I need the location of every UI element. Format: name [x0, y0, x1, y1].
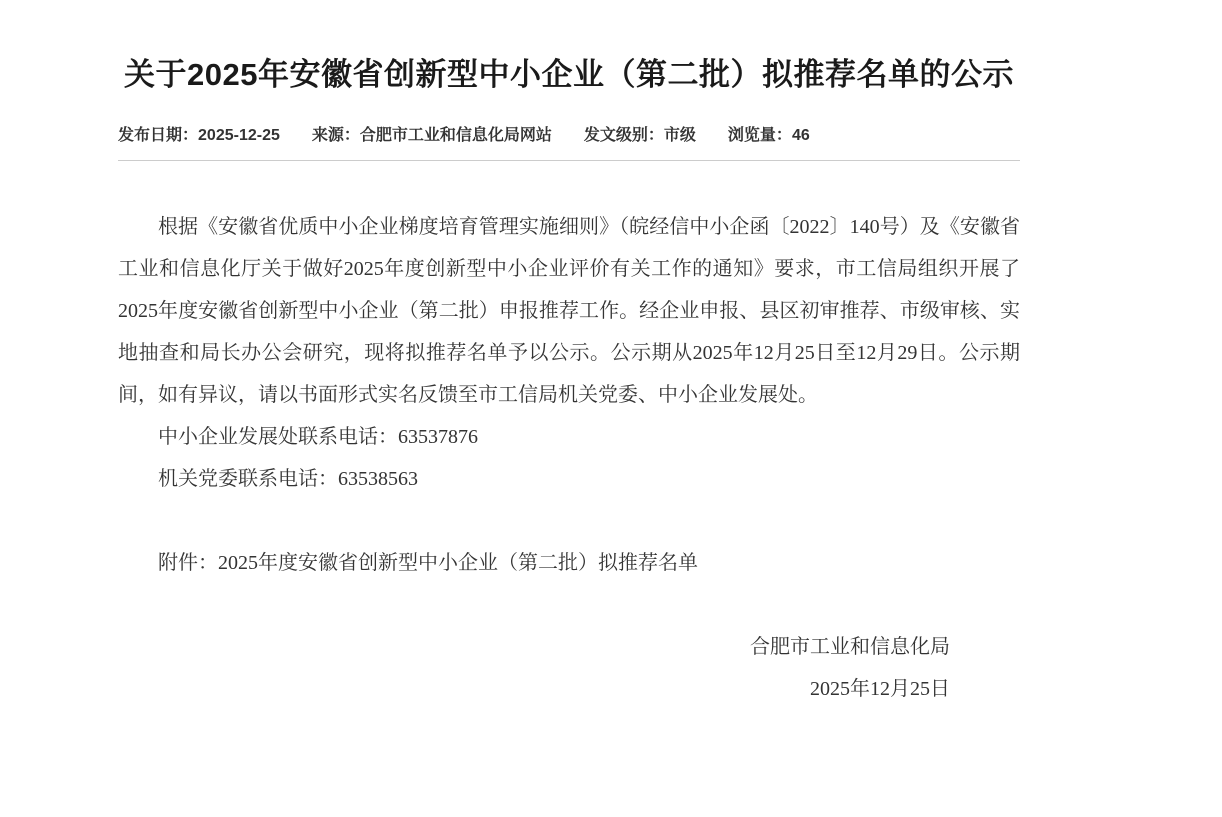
view-count-item	[728, 126, 810, 146]
signature-block	[118, 626, 1020, 710]
announcement-body	[118, 206, 1020, 710]
source-label: 来源：	[311, 127, 360, 144]
attachment-line: 附件：2025年度安徽省创新型中小企业（第二批）拟推荐名单	[158, 552, 698, 574]
content-container	[118, 46, 1020, 710]
body-paragraph: 根据《安徽省优质中小企业梯度培育管理实施细则》（皖经信中小企函〔2022〕140号）及《安徽省工业和信息化厅关于做好2025年度创新型中小企业评价有关工作的通知》要求，市工信局组织开展了2025年度安徽省创新型中小企业（第二批）申报推荐工作。经企业申报、县区初审推荐、市级审核、实地抽查和局长办公会研究，现将拟推荐名单予以公示。公示期从2025年12月25日至12月29日。公示期间，如有异议，请以书面形式实名反馈至市工信局机关党委、中小企业发展处。	[118, 216, 1020, 406]
announcement-page	[0, 46, 1222, 817]
document-level-item	[584, 126, 696, 146]
page-title: 关于2025年安徽省创新型中小企业（第二批）拟推荐名单的公示	[124, 57, 1014, 92]
publish-date-value: 2025-12-25	[198, 127, 280, 144]
source-value: 合肥市工业和信息化局网站	[359, 127, 552, 144]
view-count-value: 46	[791, 127, 810, 144]
document-level-value: 市级	[663, 127, 696, 144]
signature-agency: 合肥市工业和信息化局	[750, 636, 950, 658]
divider	[118, 160, 1020, 161]
publish-date-item	[118, 126, 280, 146]
contact-line-sme-division: 中小企业发展处联系电话：63537876	[158, 426, 478, 448]
signature-date: 2025年12月25日	[810, 678, 950, 700]
view-count-label: 浏览量：	[727, 127, 792, 144]
meta-bar	[118, 126, 1020, 146]
publish-date-label: 发布日期：	[118, 127, 199, 144]
document-level-label: 发文级别：	[583, 127, 664, 144]
contact-line-party-committee: 机关党委联系电话：63538563	[158, 468, 418, 490]
source-item	[312, 126, 552, 146]
